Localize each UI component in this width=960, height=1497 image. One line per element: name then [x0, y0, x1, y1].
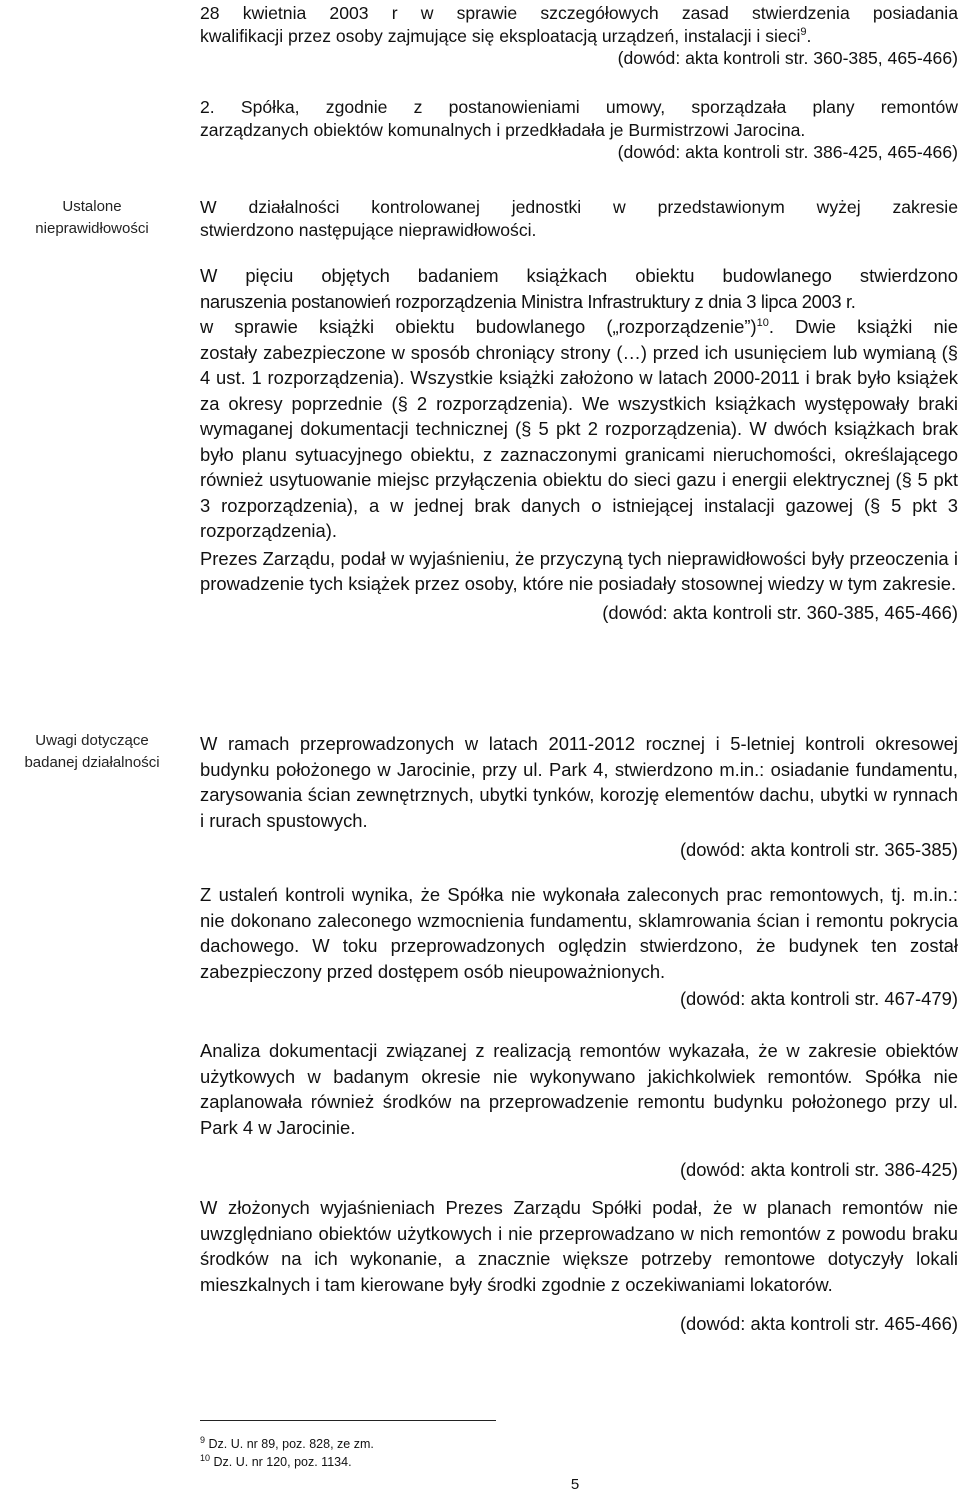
text-line: 2. Spółka, zgodnie z postanowieniami umowy, sporządzała plany remontów [200, 97, 958, 117]
text-body: Z ustaleń kontroli wynika, że Spółka nie wykonała zaleconych prac remontowych, tj. m.in.: nie dokonano zaleconego wzmocnienia fundamentu, sklamrowania ścian i remontu pokrycia dachowego. W toku przeprowadzonych oględzin stwierdzono, że budynek ten został zabezpieczony przed dostępem osób nieupoważnionych. [200, 884, 958, 982]
text-body: W ramach przeprowadzonych w latach 2011-2012 rocznej i 5-letniej kontroli okresowej budynku położonego w Jarocinie, przy ul. Park 4, stwierdzono m.in.: osiadanie fundamentu, zarysowania ścian zewnętrznych, ubytki tynków, korozję elementów dachu, ubytki w rynnach i rurach spustowych. [200, 733, 958, 831]
paragraph-building-books [200, 263, 958, 625]
sidebar-label-remarks [0, 730, 184, 774]
footnote-separator [200, 1420, 496, 1421]
paragraph-president-explanation: Prezes Zarządu, podał w wyjaśnieniu, że przyczyną tych nieprawidłowości były przeoczenia i prowadzenie tych książek przez osoby, które nie posiadały stosownej wiedzy w tym zakresie. [200, 547, 958, 594]
footnote-10: $^{10}$ Dz. U. nr 120, poz. 1134. [200, 1452, 352, 1469]
footnote-9: $^9$ Dz. U. nr 89, poz. 828, ze zm. [200, 1434, 374, 1451]
paragraph-repair-documentation [200, 1038, 958, 1183]
text-line: zarządzanych obiektów komunalnych i przedkładała je Burmistrzowi Jarocina. [200, 119, 806, 140]
text-body: Analiza dokumentacji związanej z realizacją remontów wykazała, że w zakresie obiektów użytkowych w badanym okresie nie wykonywano jakichkolwiek remontów. Spółka nie zaplanowała również środków na przeprowadzenie remontu budynku położonego przy ul. Park 4 w Jarocinie. [200, 1040, 958, 1138]
paragraph-president-explanations [200, 1195, 958, 1337]
footnote-ref: 10 [756, 316, 769, 329]
sidebar-label-line: nieprawidłowości [35, 220, 149, 237]
footnote-ref: 9 [800, 25, 807, 38]
evidence-reference: (dowód: akta kontroli str. 386-425, 465-466) [617, 142, 958, 162]
text-line: naruszenia postanowień rozporządzenia Ministra Infrastruktury z dnia 3 lipca 2003 r. [200, 290, 856, 312]
evidence-reference: (dowód: akta kontroli str. 365-385) [679, 839, 958, 860]
text-line: W pięciu objętych badaniem książkach obiektu budowlanego stwierdzono [200, 265, 958, 286]
evidence-reference: (dowód: akta kontroli str. 360-385, 465-466) [617, 48, 958, 68]
paragraph-regulation-continuation [200, 2, 958, 70]
sidebar-label-irregularities [0, 196, 184, 240]
text-body: W złożonych wyjaśnieniach Prezes Zarządu Spółki podał, że w planach remontów nie uwzględniano obiektów użytkowych i nie przeprowadzano w nich remontów z powodu braku środków na ich wykonanie, a znacznie większe potrzeby remontowe dotyczyły lokali mieszkalnych i tam kierowane były środki zgodnie z oczekiwaniami lokatorów. [200, 1197, 958, 1295]
sidebar-label-line: Uwagi dotyczące [35, 732, 149, 749]
text-line: 28 kwietnia 2003 r w sprawie szczegółowych zasad stwierdzenia posiadania [200, 3, 958, 23]
text-body: zostały zabezpieczone w sposób chroniący strony (…) przed ich usunięciem lub wymianą (§ 4 ust. 1 rozporządzenia). Wszystkie książki założono w latach 2000-2011 i brak było książek za okresy poprzednie (§ 2 rozporządzenia). We wszystkich książkach występowały braki wymaganej dokumentacji technicznej (§ 5 pkt 2 rozporządzenia). W dwóch książkach brak było planu sytuacyjnego obiektu, z zaznaczonymi granicami nieruchomości, określającego również usytuowanie miejsc przyłączenia obiektu do sieci gazu i energii elektrycznej (§ 5 pkt 3 rozporządzenia), a w jednej brak danych o istniejącej instalacji gazowej (§ 5 pkt 3 rozporządzenia). [200, 341, 958, 541]
paragraph-control-findings [200, 882, 958, 1012]
text-line: w sprawie książki obiektu budowlanego („rozporządzenie”)$^{10}$. Dwie książki nie [200, 316, 958, 337]
evidence-reference: (dowód: akta kontroli str. 467-479) [679, 988, 958, 1009]
page-number: 5 [570, 1476, 580, 1493]
sidebar-label-line: Ustalone [62, 198, 122, 215]
text-line: kwalifikacji przez osoby zajmujące się eksploatacją urządzeń, instalacji i sieci$^9$. [200, 25, 812, 46]
paragraph-irregularities-intro [200, 196, 958, 241]
text-line: stwierdzono następujące nieprawidłowości. [200, 219, 537, 240]
evidence-reference: (dowód: akta kontroli str. 386-425) [679, 1159, 958, 1180]
paragraph-repair-plans [200, 96, 958, 164]
sidebar-label-line: badanej działalności [24, 754, 160, 771]
text-line: W działalności kontrolowanej jednostki w przedstawionym wyżej zakresie [200, 197, 958, 217]
evidence-reference: (dowód: akta kontroli str. 465-466) [679, 1313, 958, 1334]
paragraph-building-inspection [200, 731, 958, 863]
evidence-reference: (dowód: akta kontroli str. 360-385, 465-466) [602, 601, 958, 623]
